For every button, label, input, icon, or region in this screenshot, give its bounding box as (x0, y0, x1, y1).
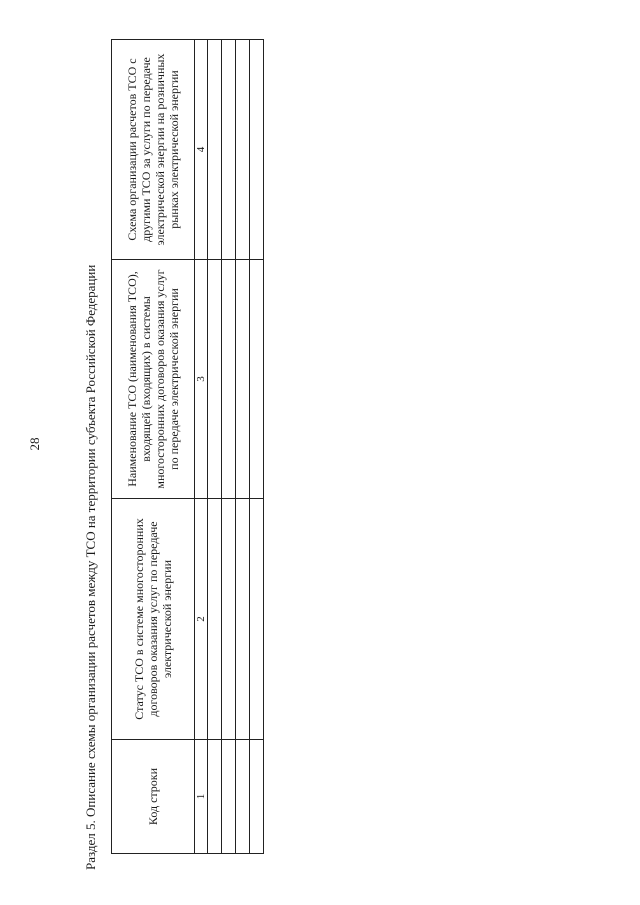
table-cell (236, 740, 250, 854)
table-row (250, 40, 264, 854)
column-number: 4 (195, 40, 208, 260)
table-cell (250, 499, 264, 740)
column-number: 1 (195, 740, 208, 854)
table-cell (250, 260, 264, 499)
column-number: 2 (195, 499, 208, 740)
header-tso-status: Статус ТСО в системе многосторонних договоров оказания услуг по передаче электрической энергии (112, 499, 195, 740)
section-title: Раздел 5. Описание схемы организации расчетов между ТСО на территории субъекта Российской Федерации (83, 264, 98, 870)
table-cell (222, 740, 236, 854)
column-number: 3 (195, 260, 208, 499)
column-numbers-row (195, 40, 208, 854)
header-row-code: Код строки (112, 740, 195, 854)
header-tso-names: Наименование ТСО (наименования ТСО), входящей (входящих) в системы многосторонних договоров оказания услуг по передаче электрической энергии (112, 260, 195, 499)
table-cell (222, 499, 236, 740)
settlement-scheme-table (111, 39, 264, 854)
table-cell (236, 499, 250, 740)
rotated-section (80, 40, 280, 870)
table-cell (250, 40, 264, 260)
table-row (236, 40, 250, 854)
header-settlement-scheme: Схема организации расчетов ТСО с другими ТСО за услуги по передаче электрической энергии на розничных рынках электрической энергии (112, 40, 195, 260)
page-number: 28 (27, 437, 42, 451)
table-cell (208, 740, 222, 854)
table-cell (208, 40, 222, 260)
table-row (208, 40, 222, 854)
table-cell (222, 40, 236, 260)
table-cell (208, 499, 222, 740)
table-cell (236, 260, 250, 499)
table-row (222, 40, 236, 854)
table-cell (208, 260, 222, 499)
table-cell (236, 40, 250, 260)
table-header-row (112, 40, 195, 854)
table-cell (250, 740, 264, 854)
table-cell (222, 260, 236, 499)
